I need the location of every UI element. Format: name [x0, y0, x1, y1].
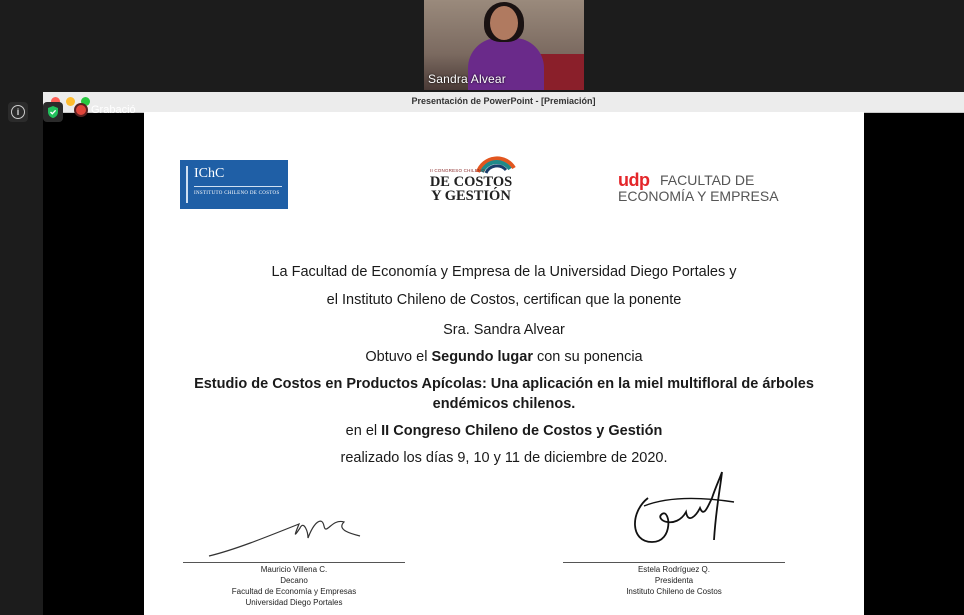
signer-left-role: Decano [280, 576, 308, 585]
signature-right [624, 468, 744, 558]
signer-right-role: Presidenta [654, 576, 694, 585]
udp-logo [618, 170, 779, 204]
signature-left [204, 510, 364, 560]
recording-dot-icon [76, 105, 86, 115]
shield-check-icon [46, 105, 60, 119]
signer-left-org: Facultad de Economía y Empresas [231, 587, 357, 596]
signer-right-org: Instituto Chileno de Costos [626, 587, 722, 596]
udp-logo-line2: ECONOMÍA Y EMPRESA [618, 188, 779, 204]
ichc-logo [180, 160, 288, 209]
window-titlebar [43, 92, 964, 113]
participant-name: Sandra Alvear [428, 72, 506, 86]
participant-face [490, 6, 518, 40]
dates-line: realizado los días 9, 10 y 11 de diciembre de 2020. [340, 450, 668, 466]
ichc-logo-full: INSTITUTO CHILENO DE COSTOS [194, 191, 280, 196]
event-name: II Congreso Chileno de Costos y Gestión [381, 423, 663, 439]
powerpoint-window [43, 92, 964, 615]
info-icon: i [11, 105, 25, 119]
window-title: Presentación de PowerPoint - [Premiación] [411, 96, 596, 106]
udp-logo-line1: FACULTAD DE [660, 172, 755, 188]
award-place: Segundo lugar [431, 349, 533, 365]
signer-right-name: Estela Rodríguez Q. [637, 565, 711, 574]
certificate-line2: el Instituto Chileno de Costos, certifican que la ponente [326, 292, 682, 308]
congreso-logo-title: DE COSTOS Y GESTIÓN [429, 174, 513, 204]
paper-title-line2: endémicos chilenos. [432, 396, 576, 412]
meeting-info-button[interactable] [8, 102, 28, 122]
ichc-logo-abbr: IChC [194, 166, 225, 181]
udp-mark: udp [618, 170, 650, 190]
recipient-name: Sra. Sandra Alvear [443, 322, 565, 338]
participant-video-tile[interactable] [424, 0, 584, 90]
congreso-logo-small: II CONGRESO CHILENO [430, 168, 486, 173]
recording-label: Grabació [91, 104, 136, 116]
award-line: Obtuvo el Segundo lugar con su ponencia [365, 349, 643, 365]
certificate-slide [144, 112, 864, 615]
congreso-logo [426, 150, 516, 208]
certificate-line1: La Facultad de Economía y Empresa de la Universidad Diego Portales y [271, 264, 737, 280]
shield-button[interactable] [43, 102, 63, 122]
event-line: en el II Congreso Chileno de Costos y Gestión [345, 423, 663, 439]
paper-title-line1: Estudio de Costos en Productos Apícolas: Una aplicación en la miel multifloral de árboles [194, 376, 814, 392]
recording-indicator[interactable] [76, 104, 136, 116]
signer-left-org2: Universidad Diego Portales [245, 598, 343, 607]
signer-left-name: Mauricio Villena C. [260, 565, 328, 574]
